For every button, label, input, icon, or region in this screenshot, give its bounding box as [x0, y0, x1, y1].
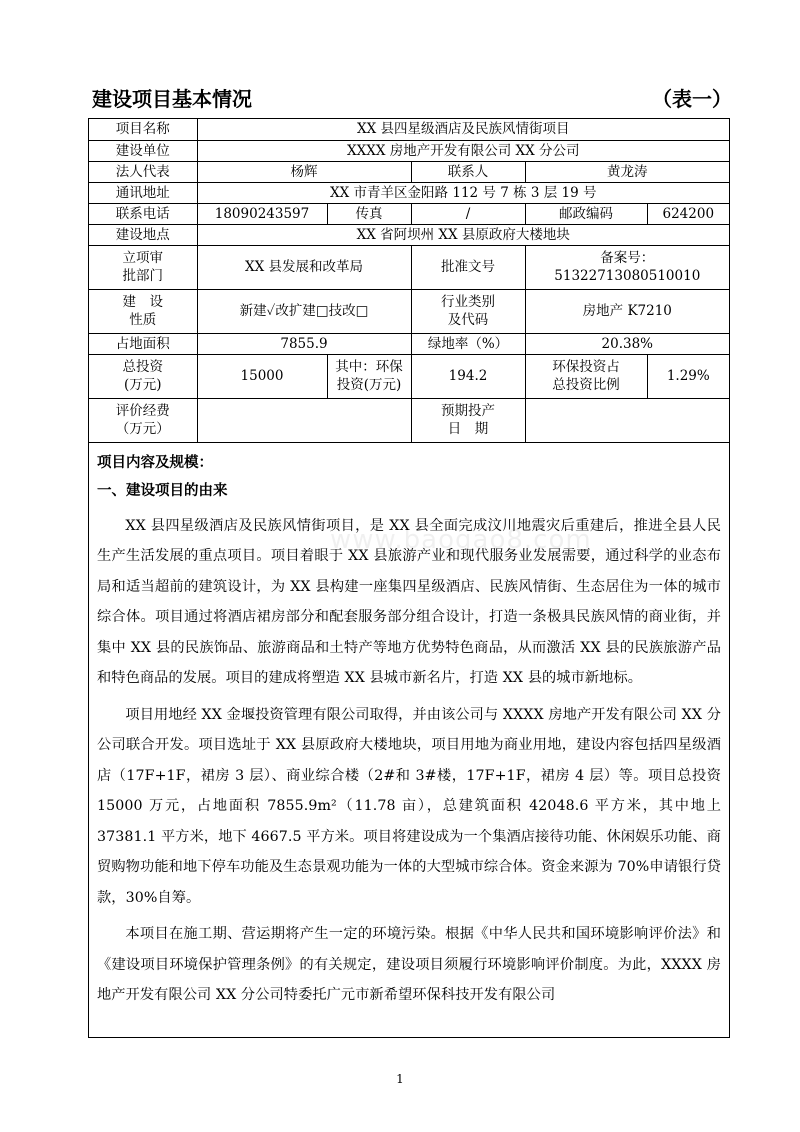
value-cell: 7855.9: [197, 333, 411, 354]
table-row: [89, 182, 729, 203]
paragraph: 项目用地经 XX 金堰投资管理有限公司取得，并由该公司与 XXXX 房地产开发有限公司 XX 分公司联合开发。项目选址于 XX 县原政府大楼地块，项目用地为商业用地，建设内容包括四星级酒店（17F+1F，裙房 3 层）、商业综合楼（2#和 3#楼，17F+1F，裙房 4 层）等。项目总投资 15000 万元，占地面积 7855.9m²（11.78 亩），总建筑面积 42048.6 平方米，其中地上 37381.1 平方米，地下 4667.5 平方米。项目将建设成为一个集酒店接待功能、休闲娱乐功能、商贸购物功能和地下停车功能及生态景观功能为一体的大型城市综合体。资金来源为 70%申请银行贷款，30%自筹。: [97, 706, 721, 906]
table-row: [89, 398, 729, 442]
table-row: [89, 203, 729, 224]
label-cell: 立项审 批部门: [89, 245, 197, 289]
label-cell: 邮政编码: [525, 203, 647, 224]
label-cell: 占地面积: [89, 333, 197, 354]
value-cell: 新建✓改扩建□技改□: [197, 289, 411, 333]
label-cell: 通讯地址: [89, 182, 197, 203]
label-cell: 评价经费 （万元）: [89, 398, 197, 442]
table-row: [89, 289, 729, 333]
project-info-table: [89, 119, 729, 443]
label-cell: 总投资 (万元): [89, 354, 197, 398]
table-row: [89, 224, 729, 245]
table-row: [89, 119, 729, 140]
value-cell: 624200: [647, 203, 729, 224]
content-heading: 项目内容及规模：: [97, 454, 213, 471]
subsection-heading: 一、建设项目的由来: [97, 482, 228, 499]
value-cell: XX 省阿坝州 XX 县原政府大楼地块: [197, 224, 729, 245]
form-frame: [88, 118, 730, 1038]
page-title: [92, 83, 732, 115]
value-cell: 1.29%: [647, 354, 729, 398]
value-cell: 黄龙涛: [525, 161, 729, 182]
table-row: [89, 140, 729, 161]
label-cell: 批准文号: [411, 245, 525, 289]
table-row: [89, 161, 729, 182]
value-cell: 房地产 K7210: [525, 289, 729, 333]
paragraph: 本项目在施工期、营运期将产生一定的环境污染。根据《中华人民共和国环境影响评价法》和《建设项目环境保护管理条例》的有关规定，建设项目须履行环境影响评价制度。为此，XXXX 房地产开发有限公司 XX 分公司特委托广元市新希望环保科技开发有限公司: [97, 926, 721, 1003]
value-cell: 20.38%: [525, 333, 729, 354]
section-heading: 建设项目基本情况: [92, 87, 252, 111]
table-row: [89, 245, 729, 289]
value-cell: [525, 398, 729, 442]
value-cell: XXXX 房地产开发有限公司 XX 分公司: [197, 140, 729, 161]
label-cell: 联系人: [411, 161, 525, 182]
table-label: （表一）: [652, 87, 732, 111]
value-cell: 杨辉: [197, 161, 411, 182]
label-cell: 建设单位: [89, 140, 197, 161]
label-cell: 其中：环保 投资(万元): [327, 354, 411, 398]
value-cell: XX 市青羊区金阳路 112 号 7 栋 3 层 19 号: [197, 182, 729, 203]
label-cell: 法人代表: [89, 161, 197, 182]
label-cell: 行业类别 及代码: [411, 289, 525, 333]
value-cell: 15000: [197, 354, 327, 398]
value-cell: 194.2: [411, 354, 525, 398]
value-cell: 备案号：51322713080510010: [525, 245, 729, 289]
value-cell: XX 县四星级酒店及民族风情街项目: [197, 119, 729, 140]
label-cell: 建设地点: [89, 224, 197, 245]
label-cell: 联系电话: [89, 203, 197, 224]
value-cell: /: [411, 203, 525, 224]
watermark: www.baogao8.com: [330, 525, 592, 555]
label-cell: 预期投产 日 期: [411, 398, 525, 442]
paragraph: XX 县四星级酒店及民族风情街项目，是 XX 县全面完成汶川地震灾后重建后，推进全县人民生产生活发展的重点项目。项目着眼于 XX 县旅游产业和现代服务业发展需要，通过科学的业态布局和适当超前的建筑设计，为 XX 县构建一座集四星级酒店、民族风情街、生态居住为一体的城市综合体。项目通过将酒店裙房部分和配套服务部分组合设计，打造一条极具民族风情的商业街，并集中 XX 县的民族饰品、旅游商品和土特产等地方优势特色商品，从而激活 XX 县的民族旅游产品和特色商品的发展。项目的建成将塑造 XX 县城市新名片，打造 XX 县的城市新地标。: [97, 517, 721, 686]
label-cell: 建 设 性质: [89, 289, 197, 333]
label-cell: 传真: [327, 203, 411, 224]
value-cell: XX 县发展和改革局: [197, 245, 411, 289]
value-cell: 18090243597: [197, 203, 327, 224]
label-cell: 项目名称: [89, 119, 197, 140]
label-cell: 环保投资占 总投资比例: [525, 354, 647, 398]
label-cell: 绿地率（%）: [411, 333, 525, 354]
table-row: [89, 354, 729, 398]
page-number: 1: [396, 1072, 404, 1086]
value-cell: [197, 398, 411, 442]
table-row: [89, 333, 729, 354]
project-content: [89, 443, 729, 1011]
